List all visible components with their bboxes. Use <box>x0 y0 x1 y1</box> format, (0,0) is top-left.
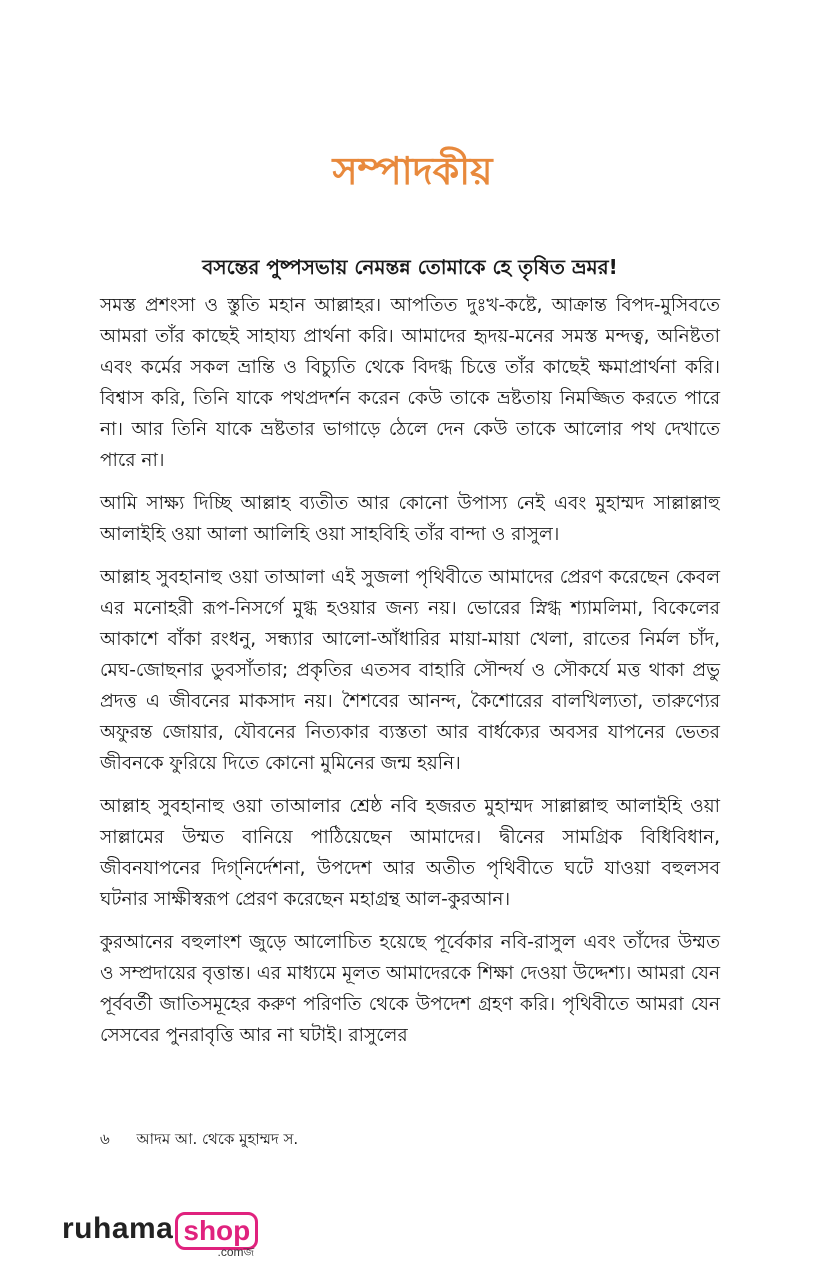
chapter-title: সম্পাদকীয় <box>332 149 493 194</box>
running-title: আদম আ. থেকে মুহাম্মদ স. <box>136 1130 299 1148</box>
logo-shop-badge <box>175 1212 258 1259</box>
paragraph-5: কুরআনের বহুলাংশ জুড়ে আলোচিত হয়েছে পূর্বেকার নবি-রাসুল এবং তাঁদের উম্মত ও সম্প্রদায়ের বৃত্তান্ত। এর মাধ্যমে মূলত আমাদেরকে শিক্ষা দেওয়া উদ্দেশ্য। আমরা যেন পূর্ববর্তী জাতিসমূহের করুণ পরিণতি থেকে উপদেশ গ্রহণ করি। পৃথিবীতে আমরা যেন সেসবের পুনরাবৃত্তি আর না ঘটাই। রাসুলের <box>100 932 720 1046</box>
body-text <box>100 290 720 1063</box>
logo-text-ruhama: ruhama <box>62 1212 174 1245</box>
section-subheading: বসন্তের পুষ্পসভায় নেমন্তন্ন তোমাকে হে তৃষিত ভ্রমর! <box>202 255 618 279</box>
page-number: ৬ <box>100 1130 110 1148</box>
ruhamashop-logo <box>62 1212 258 1260</box>
logo-text-shop: shop <box>175 1212 258 1250</box>
paragraph-2: আমি সাক্ষ্য দিচ্ছি আল্লাহ ব্যতীত আর কোনো উপাস্য নেই এবং মুহাম্মদ সাল্লাল্লাহু আলাইহি ওয়া আলা আলিহি ওয়া সাহবিহি তাঁর বান্দা ও রাসুল। <box>100 493 720 545</box>
paragraph-4: আল্লাহ সুবহানাহু ওয়া তাআলার শ্রেষ্ঠ নবি হজরত মুহাম্মদ সাল্লাল্লাহু আলাইহি ওয়া সাল্লামের উম্মত বানিয়ে পাঠিয়েছেন আমাদের। দ্বীনের সামগ্রিক বিধিবিধান, জীবনযাপনের দিগ্‌নির্দেশনা, উপদেশ আর অতীত পৃথিবীতে ঘটে যাওয়া বহুলসব ঘটনার সাক্ষীস্বরূপ প্রেরণ করেছেন মহাগ্রন্থ আল-কুরআন। <box>100 796 720 910</box>
logo-text-domain: .comজ <box>217 1245 255 1259</box>
paragraph-1: সমস্ত প্রশংসা ও স্তুতি মহান আল্লাহর। আপতিত দুঃখ-কষ্টে, আক্রান্ত বিপদ-মুসিবতে আমরা তাঁর কাছেই সাহায্য প্রার্থনা করি। আমাদের হৃদয়-মনের সমস্ত মন্দত্ব, অনিষ্টতা এবং কর্মের সকল ভ্রান্তি ও বিচ্যুতি থেকে বিদগ্ধ চিত্তে তাঁর কাছেই ক্ষমাপ্রার্থনা করি। বিশ্বাস করি, তিনি যাকে পথপ্রদর্শন করেন কেউ তাকে ভ্রষ্টতায় নিমজ্জিত করতে পারে না। আর তিনি যাকে ভ্রষ্টতার ভাগাড়ে ঠেলে দেন কেউ তাকে আলোর পথ দেখাতে পারে না। <box>100 295 720 471</box>
paragraph-3: আল্লাহ সুবহানাহু ওয়া তাআলা এই সুজলা পৃথিবীতে আমাদের প্রেরণ করেছেন কেবল এর মনোহরী রূপ-নিসর্গে মুগ্ধ হওয়ার জন্য নয়। ভোরের স্নিগ্ধ শ্যামলিমা, বিকেলের আকাশে বাঁকা রংধনু, সন্ধ্যার আলো-আঁধারির মায়া-মায়া খেলা, রাতের নির্মল চাঁদ, মেঘ-জোছনার ডুবসাঁতার; প্রকৃতির এতসব বাহারি সৌন্দর্য ও সৌকর্যে মত্ত থাকা প্রভু প্রদত্ত এ জীবনের মাকসাদ নয়। শৈশবের আনন্দ, কৈশোরের বালখিল্যতা, তারুণ্যের অফুরন্ত জোয়ার, যৌবনের নিত্যকার ব্যস্ততা আর বার্ধক্যের অবসর যাপনের ভেতর জীবনকে ফুরিয়ে দিতে কোনো মুমিনের জন্ম হয়নি। <box>100 567 720 774</box>
page-footer <box>100 1128 298 1150</box>
